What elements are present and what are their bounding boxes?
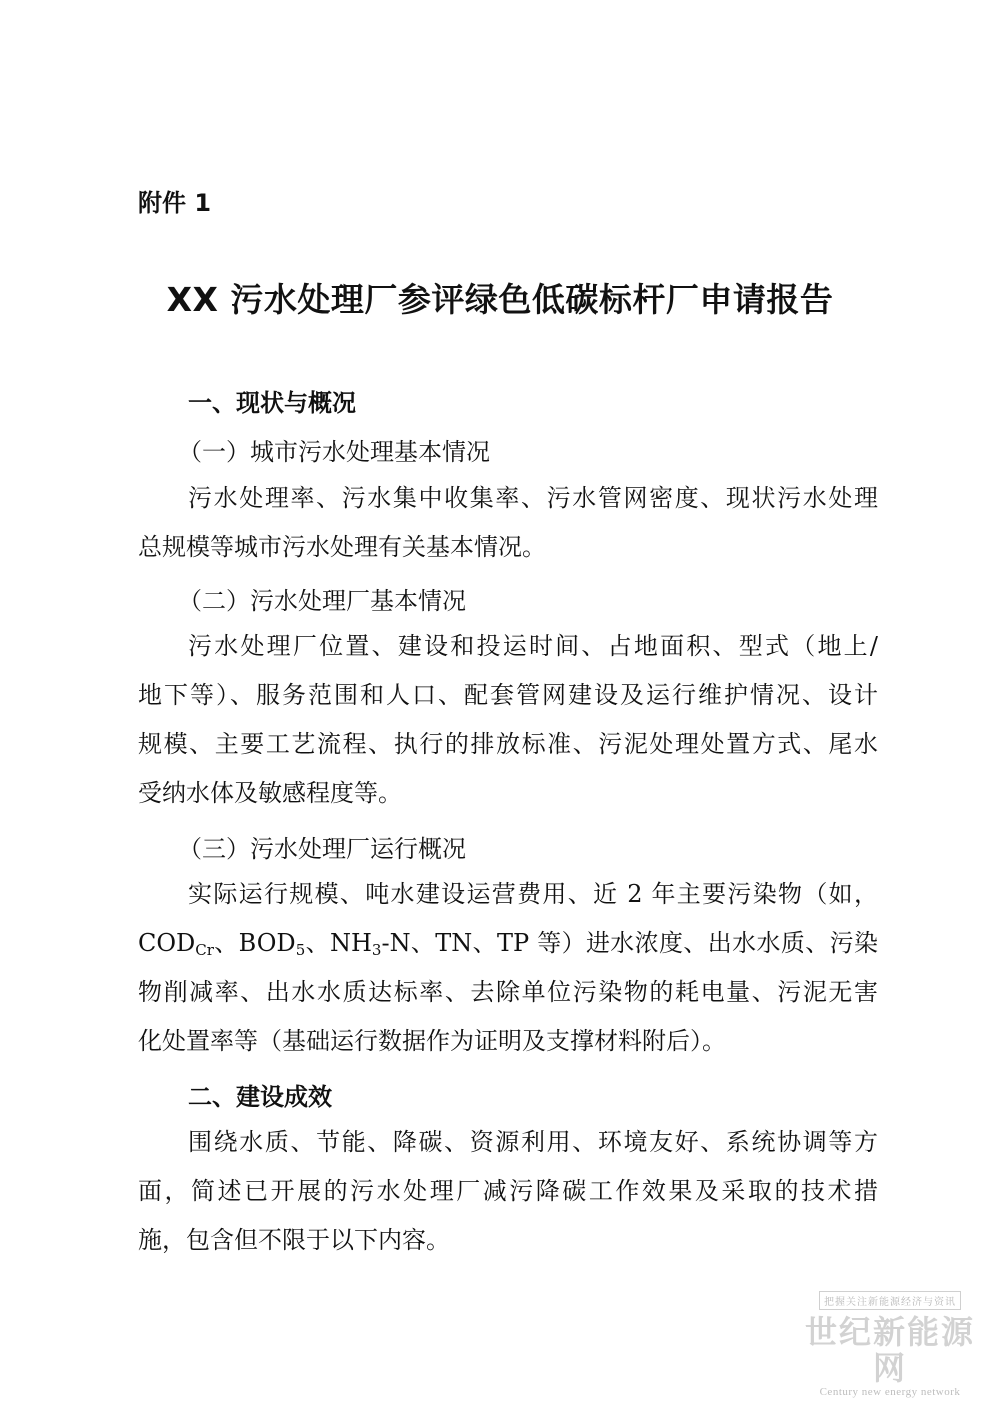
paragraph-line: 围绕水质、节能、降碳、资源利用、环境友好、系统协调等方 [188, 1128, 878, 1156]
paragraph-line: 施，包含但不限于以下内容。 [138, 1226, 450, 1254]
paragraph-line: 化处置率等（基础运行数据作为证明及支撑材料附后）。 [138, 1027, 726, 1055]
paragraph-line: 污水处理厂位置、建设和投运时间、占地面积、型式（地上/ [188, 632, 878, 660]
section-2-paragraph [138, 1118, 878, 1265]
pollutant-rest: -N、TN、TP 等）进水浓度、出水水质、污染 [381, 929, 879, 957]
subsection-1-heading: （一）城市污水处理基本情况 [178, 438, 490, 466]
subsection-2-heading: （二）污水处理厂基本情况 [178, 587, 466, 615]
paragraph-line: 物削减率、出水水质达标率、去除单位污染物的耗电量、污泥无害 [138, 978, 878, 1006]
section-2-heading: 二、建设成效 [188, 1083, 332, 1111]
subsection-3-heading: （三）污水处理厂运行概况 [178, 835, 466, 863]
paragraph-line: 实际运行规模、吨水建设运营费用、近 2 年主要污染物（如， [188, 880, 878, 908]
paragraph-line: 污水处理率、污水集中收集率、污水管网密度、现状污水处理 [188, 484, 878, 512]
paragraph-line: 地下等）、服务范围和人口、配套管网建设及运行维护情况、设计 [138, 681, 878, 709]
section-1-heading: 一、现状与概况 [188, 389, 356, 417]
paragraph-line-pollutants [138, 919, 878, 968]
paragraph-line: 受纳水体及敏感程度等。 [138, 779, 402, 807]
cod-subscript: Cr [195, 941, 214, 959]
watermark [800, 1290, 980, 1398]
watermark-logo-text: 世纪新能源网 [804, 1313, 975, 1387]
paragraph-line: 总规模等城市污水处理有关基本情况。 [138, 533, 546, 561]
subsection-1-paragraph [138, 474, 878, 572]
subsection-2-paragraph [138, 622, 878, 818]
paragraph-line: 面，简述已开展的污水处理厂减污降碳工作效果及采取的技术措 [138, 1177, 878, 1205]
paragraph-line: 规模、主要工艺流程、执行的排放标准、污泥处理处置方式、尾水 [138, 730, 878, 758]
subsection-3-paragraph [138, 870, 878, 1066]
attachment-label: 附件 1 [138, 189, 212, 217]
watermark-tagline: 把握关注新能源经济与资讯 [819, 1291, 961, 1310]
bod-label: 、BOD [213, 929, 296, 957]
watermark-english: Century new energy network [819, 1386, 961, 1398]
nh-label: 、NH [305, 929, 372, 957]
cod-label: COD [138, 929, 196, 957]
bod-subscript: 5 [295, 941, 306, 959]
document-title: XX 污水处理厂参评绿色低碳标杆厂申请报告 [166, 280, 834, 319]
nh-subscript: 3 [371, 941, 382, 959]
